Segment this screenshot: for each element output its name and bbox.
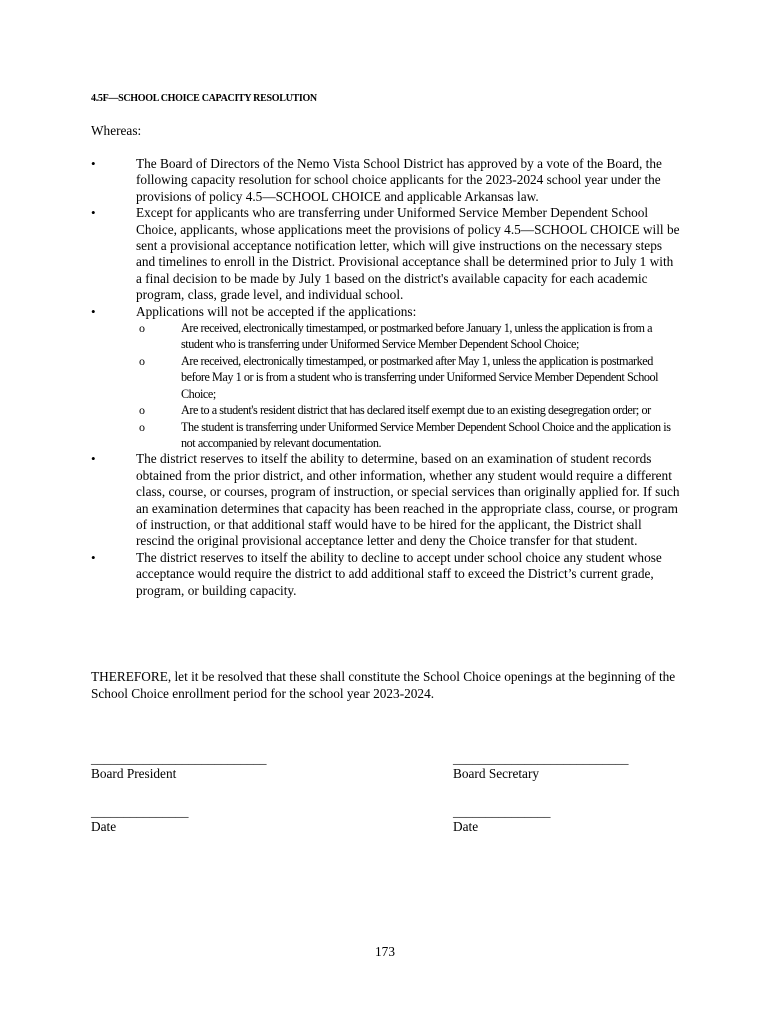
- document-title: 4.5F—SCHOOL CHOICE CAPACITY RESOLUTION: [91, 93, 317, 104]
- sub-bullet-marker: o: [139, 419, 145, 434]
- bullet-item-provisional-acceptance: [91, 205, 681, 303]
- date-line: _______________: [91, 804, 189, 819]
- signature-line: ___________________________: [91, 751, 267, 766]
- board-secretary-signature: [453, 752, 629, 782]
- sub-bullet-text: Are received, electronically timestamped, or postmarked before January 1, unless the application is from a student who is transferring under Uniformed Service Member Dependent School Choice;: [181, 321, 653, 352]
- bullet-text: Applications will not be accepted if the applications:: [136, 303, 417, 319]
- resolution-bullet-list: [91, 156, 681, 599]
- bullet-marker: [91, 156, 101, 172]
- sub-bullet-marker: o: [139, 353, 145, 368]
- sub-bullet-item: [136, 353, 681, 402]
- sub-bullet-text: Are received, electronically timestamped, or postmarked after May 1, unless the application is postmarked before May 1 or is from a student who is transferring under Uniformed Service Member Dependent School Choice;: [181, 353, 659, 401]
- bullet-marker: [91, 304, 101, 320]
- bullet-item-student-records: [91, 451, 681, 549]
- sub-bullet-item: [136, 320, 681, 353]
- page-number: 173: [375, 944, 395, 959]
- bullet-item-decline-capacity: [91, 550, 681, 599]
- bullet-marker: [91, 205, 101, 221]
- date-line: _______________: [453, 804, 551, 819]
- bullet-text: Except for applicants who are transferring under Uniformed Service Member Dependent School Choice, applicants, whose applications meet the provisions of policy 4.5—SCHOOL CHOICE will be sent a provisional acceptance notification letter, which will give instructions on the necessary steps and timelines to enroll in the District. Provisional acceptance shall be determined prior to July 1 with a final decision to be made by July 1 based on the district's available capacity for each academic program, class, grade level, and individual school.: [136, 205, 680, 303]
- bullet-marker: [91, 550, 101, 566]
- secretary-date-block: [453, 805, 551, 835]
- sub-bullet-item: [136, 402, 681, 418]
- sub-bullet-text: The student is transferring under Uniformed Service Member Dependent School Choice and the application is not accompanied by relevant documentation.: [181, 419, 671, 450]
- sub-bullet-item: [136, 419, 681, 452]
- date-label: Date: [453, 819, 479, 834]
- date-label: Date: [91, 819, 117, 834]
- bullet-text: The district reserves to itself the ability to decline to accept under school choice any student whose acceptance would require the district to add additional staff to exceed the District’s current grade, program, or building capacity.: [136, 549, 662, 598]
- bullet-marker: [91, 451, 101, 467]
- signature-line: ___________________________: [453, 751, 629, 766]
- board-president-signature: [91, 752, 267, 782]
- sub-bullet-marker: o: [139, 321, 145, 336]
- whereas-heading: Whereas:: [91, 123, 142, 138]
- sub-bullet-marker: o: [139, 403, 145, 418]
- president-date-block: [91, 805, 189, 835]
- bullet-text: The district reserves to itself the ability to determine, based on an examination of student records obtained from the prior district, and other information, whether any student would require a different class, course, or courses, program of instruction, or special services than originally applied for. If such an examination determines that capacity has been reached in the appropriate class, course, or program of instruction, or that additional staff would have to be hired for the applicant, the District shall rescind the original provisional acceptance letter and deny the Choice transfer for that student.: [136, 451, 680, 549]
- sub-bullet-text: Are to a student's resident district that has declared itself exempt due to an existing desegregation order; or: [181, 403, 651, 418]
- bullet-item-applications-not-accepted: [91, 304, 681, 452]
- bullet-text: The Board of Directors of the Nemo Vista School District has approved by a vote of the Board, the following capacity resolution for school choice applicants for the 2023-2024 school year under the provisions of policy 4.5—SCHOOL CHOICE and applicable Arkansas law.: [136, 156, 662, 204]
- bullet-item-board-approval: [91, 156, 681, 205]
- therefore-paragraph: THEREFORE, let it be resolved that these shall constitute the School Choice openings at the beginning of the School Choice enrollment period for the school year 2023-2024.: [91, 669, 676, 701]
- board-president-label: Board President: [91, 766, 177, 781]
- board-secretary-label: Board Secretary: [453, 766, 540, 781]
- sub-bullet-list: [136, 320, 681, 451]
